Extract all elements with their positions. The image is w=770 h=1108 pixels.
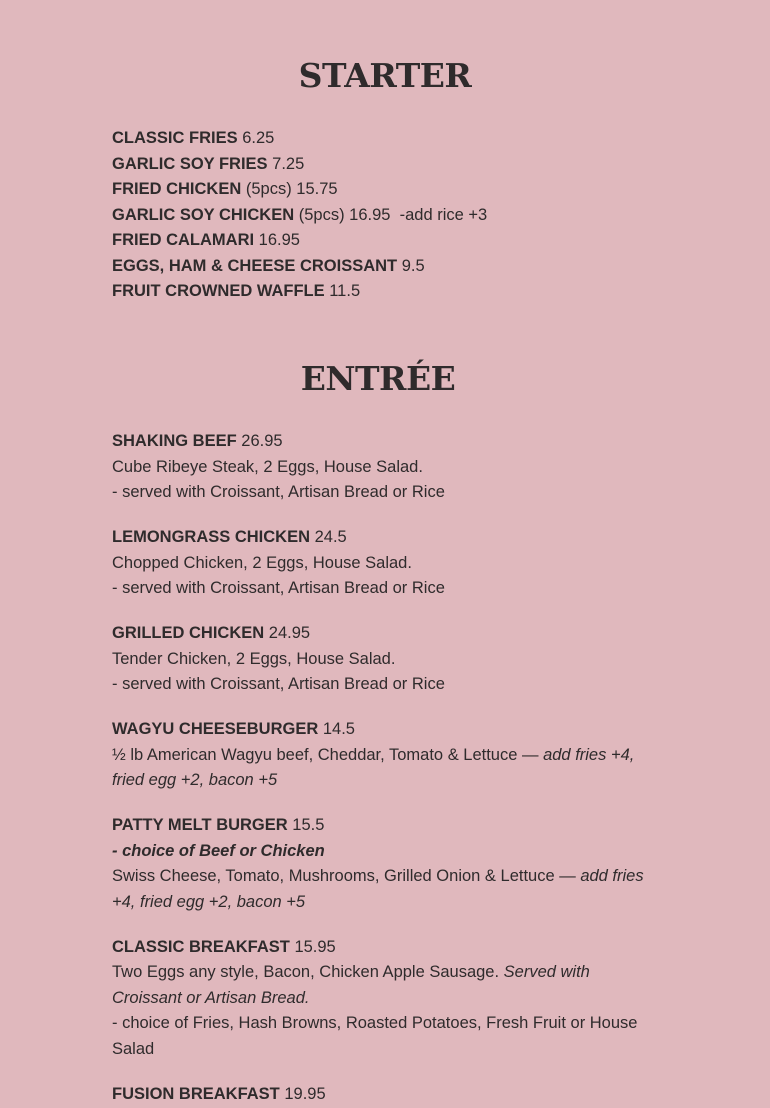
entree-heading: ENTRÉE bbox=[300, 359, 456, 398]
starter-heading: STARTER bbox=[298, 56, 472, 95]
entree-list bbox=[112, 429, 660, 1108]
item-price: 9.5 bbox=[401, 256, 425, 275]
starter-item bbox=[112, 279, 672, 305]
item-name: FRUIT CROWNED WAFFLE bbox=[112, 282, 325, 300]
entree-item-fusion-breakfast bbox=[112, 1082, 660, 1108]
item-name: EGGS, HAM & CHEESE CROISSANT bbox=[112, 256, 398, 275]
entree-item-classic-breakfast bbox=[112, 935, 660, 1063]
item-name: PATTY MELT BURGER bbox=[112, 816, 288, 834]
item-description: Cube Ribeye Steak, 2 Eggs, House Salad. bbox=[112, 457, 423, 476]
item-header bbox=[112, 813, 660, 839]
addons-text: add fries +4, fried egg +2, bacon +5 bbox=[112, 745, 635, 789]
item-header bbox=[112, 1082, 660, 1108]
item-name: GRILLED CHICKEN bbox=[112, 624, 265, 642]
addons-text: add fries +4, fried egg +2, bacon +5 bbox=[112, 867, 644, 911]
item-description: Chopped Chicken, 2 Eggs, House Salad. bbox=[112, 553, 412, 572]
item-name: LEMONGRASS CHICKEN bbox=[112, 528, 311, 546]
item-price: 6.25 bbox=[242, 129, 275, 147]
starter-list bbox=[112, 126, 672, 305]
entree-item-wagyu-cheeseburger bbox=[112, 717, 660, 794]
starter-item bbox=[112, 177, 672, 203]
item-header bbox=[112, 935, 660, 961]
entree-item-grilled-chicken bbox=[112, 621, 660, 698]
item-price: 15.5 bbox=[292, 816, 325, 834]
item-header bbox=[112, 525, 660, 551]
entree-item-lemongrass-chicken bbox=[112, 525, 660, 602]
starter-item bbox=[112, 152, 672, 178]
item-price: (5pcs) 16.95 -add rice +3 bbox=[298, 205, 488, 224]
item-description: Tender Chicken, 2 Eggs, House Salad. bbox=[112, 649, 396, 668]
entree-item-shaking-beef bbox=[112, 429, 660, 506]
description-text: ½ lb American Wagyu beef, Cheddar, Tomato & Lettuce — bbox=[112, 745, 544, 764]
starter-item bbox=[112, 126, 672, 152]
description-text: Two Eggs any style, Bacon, Chicken Apple Sausage. bbox=[112, 963, 504, 981]
item-price: 24.5 bbox=[314, 528, 347, 546]
starter-item bbox=[112, 203, 672, 229]
item-header bbox=[112, 717, 660, 743]
item-choice: - choice of Fries, Hash Browns, Roasted Potatoes, Fresh Fruit or House Salad bbox=[112, 1014, 638, 1058]
served-with-text: Served with Croissant or Artisan Bread. bbox=[112, 963, 590, 1007]
starter-item bbox=[112, 254, 672, 280]
item-name: GARLIC SOY CHICKEN bbox=[112, 205, 295, 224]
item-price: 26.95 bbox=[241, 432, 283, 450]
item-price: 24.95 bbox=[268, 624, 311, 642]
item-name: SHAKING BEEF bbox=[112, 432, 237, 450]
item-price: 11.5 bbox=[329, 282, 361, 300]
item-name: FUSION BREAKFAST bbox=[112, 1084, 280, 1103]
item-name: CLASSIC FRIES bbox=[112, 129, 238, 147]
starter-item bbox=[112, 228, 672, 254]
item-choice: - choice of Beef or Chicken bbox=[112, 841, 325, 860]
item-served-with: - served with Croissant, Artisan Bread or Rice bbox=[112, 483, 445, 501]
item-description bbox=[112, 960, 660, 1011]
item-description bbox=[112, 864, 660, 915]
item-name: CLASSIC BREAKFAST bbox=[112, 937, 290, 956]
item-served-with: - served with Croissant, Artisan Bread or Rice bbox=[112, 579, 445, 597]
item-price: (5pcs) 15.75 bbox=[245, 180, 338, 198]
item-price: 16.95 bbox=[258, 231, 300, 249]
item-name: FRIED CHICKEN bbox=[112, 180, 242, 198]
entree-item-patty-melt-burger bbox=[112, 813, 660, 915]
description-text: Swiss Cheese, Tomato, Mushrooms, Grilled Onion & Lettuce — bbox=[112, 867, 581, 885]
item-description bbox=[112, 743, 660, 794]
item-name: FRIED CALAMARI bbox=[112, 231, 255, 249]
item-header bbox=[112, 429, 660, 455]
item-price: 7.25 bbox=[272, 154, 305, 173]
item-name: GARLIC SOY FRIES bbox=[112, 154, 268, 173]
item-price: 19.95 bbox=[284, 1084, 326, 1103]
item-price: 15.95 bbox=[294, 937, 336, 956]
item-name: WAGYU CHEESEBURGER bbox=[112, 720, 319, 738]
item-price: 14.5 bbox=[322, 720, 355, 738]
item-header bbox=[112, 621, 660, 647]
item-served-with: - served with Croissant, Artisan Bread or Rice bbox=[112, 675, 445, 693]
